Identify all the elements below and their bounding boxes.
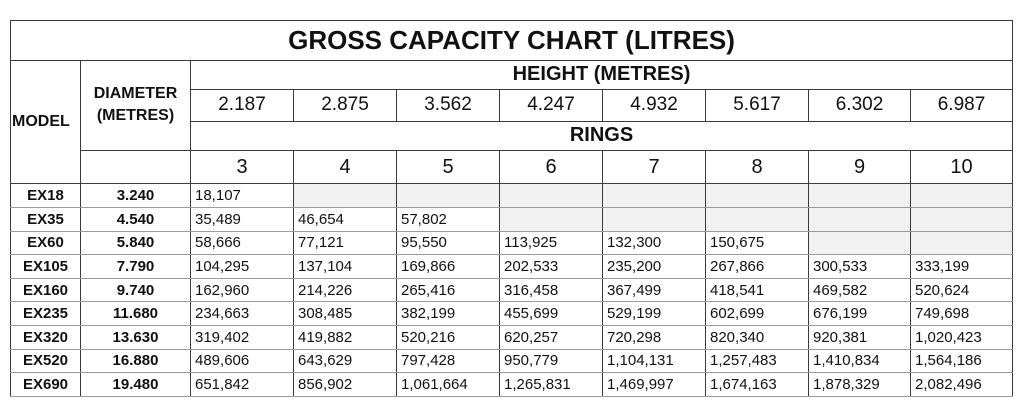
- capacity-cell: 1,410,834: [809, 349, 911, 373]
- rings-values-row: [11, 150, 1013, 183]
- capacity-cell: 676,199: [809, 302, 911, 326]
- capacity-cell: 418,541: [706, 278, 809, 302]
- capacity-cell: 235,200: [603, 255, 706, 279]
- capacity-cell: 1,564,186: [911, 349, 1013, 373]
- capacity-cell: 316,458: [500, 278, 603, 302]
- capacity-cell: 1,020,423: [911, 326, 1013, 350]
- model-cell: EX520: [11, 349, 81, 373]
- empty-cell: [500, 207, 603, 231]
- capacity-cell: 1,674,163: [706, 373, 809, 397]
- capacity-cell: 520,624: [911, 278, 1013, 302]
- capacity-cell: 46,654: [294, 207, 397, 231]
- capacity-cell: 2,082,496: [911, 373, 1013, 397]
- ring-count: 3: [191, 150, 294, 183]
- table-row: [11, 373, 1013, 397]
- capacity-cell: 520,216: [397, 326, 500, 350]
- empty-cell: [397, 184, 500, 208]
- table-row: [11, 231, 1013, 255]
- capacity-cell: 333,199: [911, 255, 1013, 279]
- capacity-cell: 104,295: [191, 255, 294, 279]
- empty-cell: [911, 207, 1013, 231]
- capacity-cell: 643,629: [294, 349, 397, 373]
- empty-cell: [911, 184, 1013, 208]
- capacity-cell: 113,925: [500, 231, 603, 255]
- capacity-cell: 1,104,131: [603, 349, 706, 373]
- capacity-cell: 529,199: [603, 302, 706, 326]
- capacity-cell: 57,802: [397, 207, 500, 231]
- height-value: 3.562: [397, 89, 500, 121]
- title-row: [11, 21, 1013, 61]
- diameter-header: [81, 60, 191, 150]
- empty-cell: [809, 207, 911, 231]
- capacity-cell: 620,257: [500, 326, 603, 350]
- table-row: [11, 278, 1013, 302]
- capacity-cell: 137,104: [294, 255, 397, 279]
- capacity-cell: 651,842: [191, 373, 294, 397]
- capacity-cell: 950,779: [500, 349, 603, 373]
- empty-cell: [500, 184, 603, 208]
- capacity-cell: 35,489: [191, 207, 294, 231]
- table-row: [11, 349, 1013, 373]
- model-cell: EX320: [11, 326, 81, 350]
- diameter-cell: 3.240: [81, 184, 191, 208]
- capacity-cell: 797,428: [397, 349, 500, 373]
- capacity-cell: 1,257,483: [706, 349, 809, 373]
- diameter-cell: 9.740: [81, 278, 191, 302]
- capacity-cell: 308,485: [294, 302, 397, 326]
- empty-cell: [294, 184, 397, 208]
- table-row: [11, 255, 1013, 279]
- capacity-cell: 720,298: [603, 326, 706, 350]
- capacity-cell: 382,199: [397, 302, 500, 326]
- capacity-cell: 820,340: [706, 326, 809, 350]
- capacity-cell: 319,402: [191, 326, 294, 350]
- capacity-cell: 749,698: [911, 302, 1013, 326]
- capacity-cell: 602,699: [706, 302, 809, 326]
- model-cell: EX105: [11, 255, 81, 279]
- table-row: [11, 326, 1013, 350]
- empty-cell: [809, 231, 911, 255]
- empty-cell: [603, 207, 706, 231]
- capacity-cell: 265,416: [397, 278, 500, 302]
- table-row: [11, 184, 1013, 208]
- height-group-header: HEIGHT (METRES): [191, 60, 1013, 89]
- capacity-cell: 162,960: [191, 278, 294, 302]
- empty-cell: [603, 184, 706, 208]
- capacity-cell: 132,300: [603, 231, 706, 255]
- model-cell: EX35: [11, 207, 81, 231]
- table-body: [11, 184, 1013, 397]
- diameter-cell: 7.790: [81, 255, 191, 279]
- ring-count: 7: [603, 150, 706, 183]
- capacity-cell: 300,533: [809, 255, 911, 279]
- diameter-cell: 11.680: [81, 302, 191, 326]
- model-cell: EX235: [11, 302, 81, 326]
- ring-count: 4: [294, 150, 397, 183]
- diameter-cell: 13.630: [81, 326, 191, 350]
- ring-count: 9: [809, 150, 911, 183]
- capacity-cell: 267,866: [706, 255, 809, 279]
- diameter-cell: 4.540: [81, 207, 191, 231]
- capacity-cell: 150,675: [706, 231, 809, 255]
- diameter-header-line1: DIAMETER: [93, 85, 178, 103]
- ring-count: 6: [500, 150, 603, 183]
- height-value: 6.987: [911, 89, 1013, 121]
- height-value: 4.932: [603, 89, 706, 121]
- capacity-cell: 419,882: [294, 326, 397, 350]
- empty-cell: [809, 184, 911, 208]
- model-header: MODEL: [11, 60, 81, 184]
- capacity-cell: 214,226: [294, 278, 397, 302]
- capacity-cell: 18,107: [191, 184, 294, 208]
- capacity-cell: 455,699: [500, 302, 603, 326]
- capacity-cell: 77,121: [294, 231, 397, 255]
- diameter-cell: 19.480: [81, 373, 191, 397]
- capacity-cell: 1,878,329: [809, 373, 911, 397]
- rings-group-header: RINGS: [191, 121, 1013, 150]
- height-value: 4.247: [500, 89, 603, 121]
- empty-cell: [706, 207, 809, 231]
- empty-cell: [911, 231, 1013, 255]
- height-value: 5.617: [706, 89, 809, 121]
- capacity-cell: 489,606: [191, 349, 294, 373]
- model-cell: EX160: [11, 278, 81, 302]
- model-cell: EX690: [11, 373, 81, 397]
- table-title: GROSS CAPACITY CHART (LITRES): [11, 21, 1013, 61]
- model-cell: EX60: [11, 231, 81, 255]
- table-row: [11, 302, 1013, 326]
- diameter-header-spacer: [81, 150, 191, 183]
- capacity-table: [10, 20, 1013, 397]
- capacity-cell: 1,061,664: [397, 373, 500, 397]
- capacity-cell: 920,381: [809, 326, 911, 350]
- ring-count: 8: [706, 150, 809, 183]
- table-row: [11, 207, 1013, 231]
- height-value: 6.302: [809, 89, 911, 121]
- height-value: 2.187: [191, 89, 294, 121]
- ring-count: 5: [397, 150, 500, 183]
- height-value: 2.875: [294, 89, 397, 121]
- capacity-cell: 469,582: [809, 278, 911, 302]
- ring-count: 10: [911, 150, 1013, 183]
- diameter-cell: 16.880: [81, 349, 191, 373]
- empty-cell: [706, 184, 809, 208]
- capacity-cell: 95,550: [397, 231, 500, 255]
- capacity-cell: 202,533: [500, 255, 603, 279]
- capacity-cell: 367,499: [603, 278, 706, 302]
- height-group-row: [11, 60, 1013, 89]
- capacity-cell: 1,265,831: [500, 373, 603, 397]
- capacity-cell: 1,469,997: [603, 373, 706, 397]
- capacity-cell: 58,666: [191, 231, 294, 255]
- capacity-cell: 234,663: [191, 302, 294, 326]
- diameter-header-line2: (METRES): [96, 107, 175, 125]
- model-cell: EX18: [11, 184, 81, 208]
- capacity-cell: 169,866: [397, 255, 500, 279]
- diameter-cell: 5.840: [81, 231, 191, 255]
- capacity-cell: 856,902: [294, 373, 397, 397]
